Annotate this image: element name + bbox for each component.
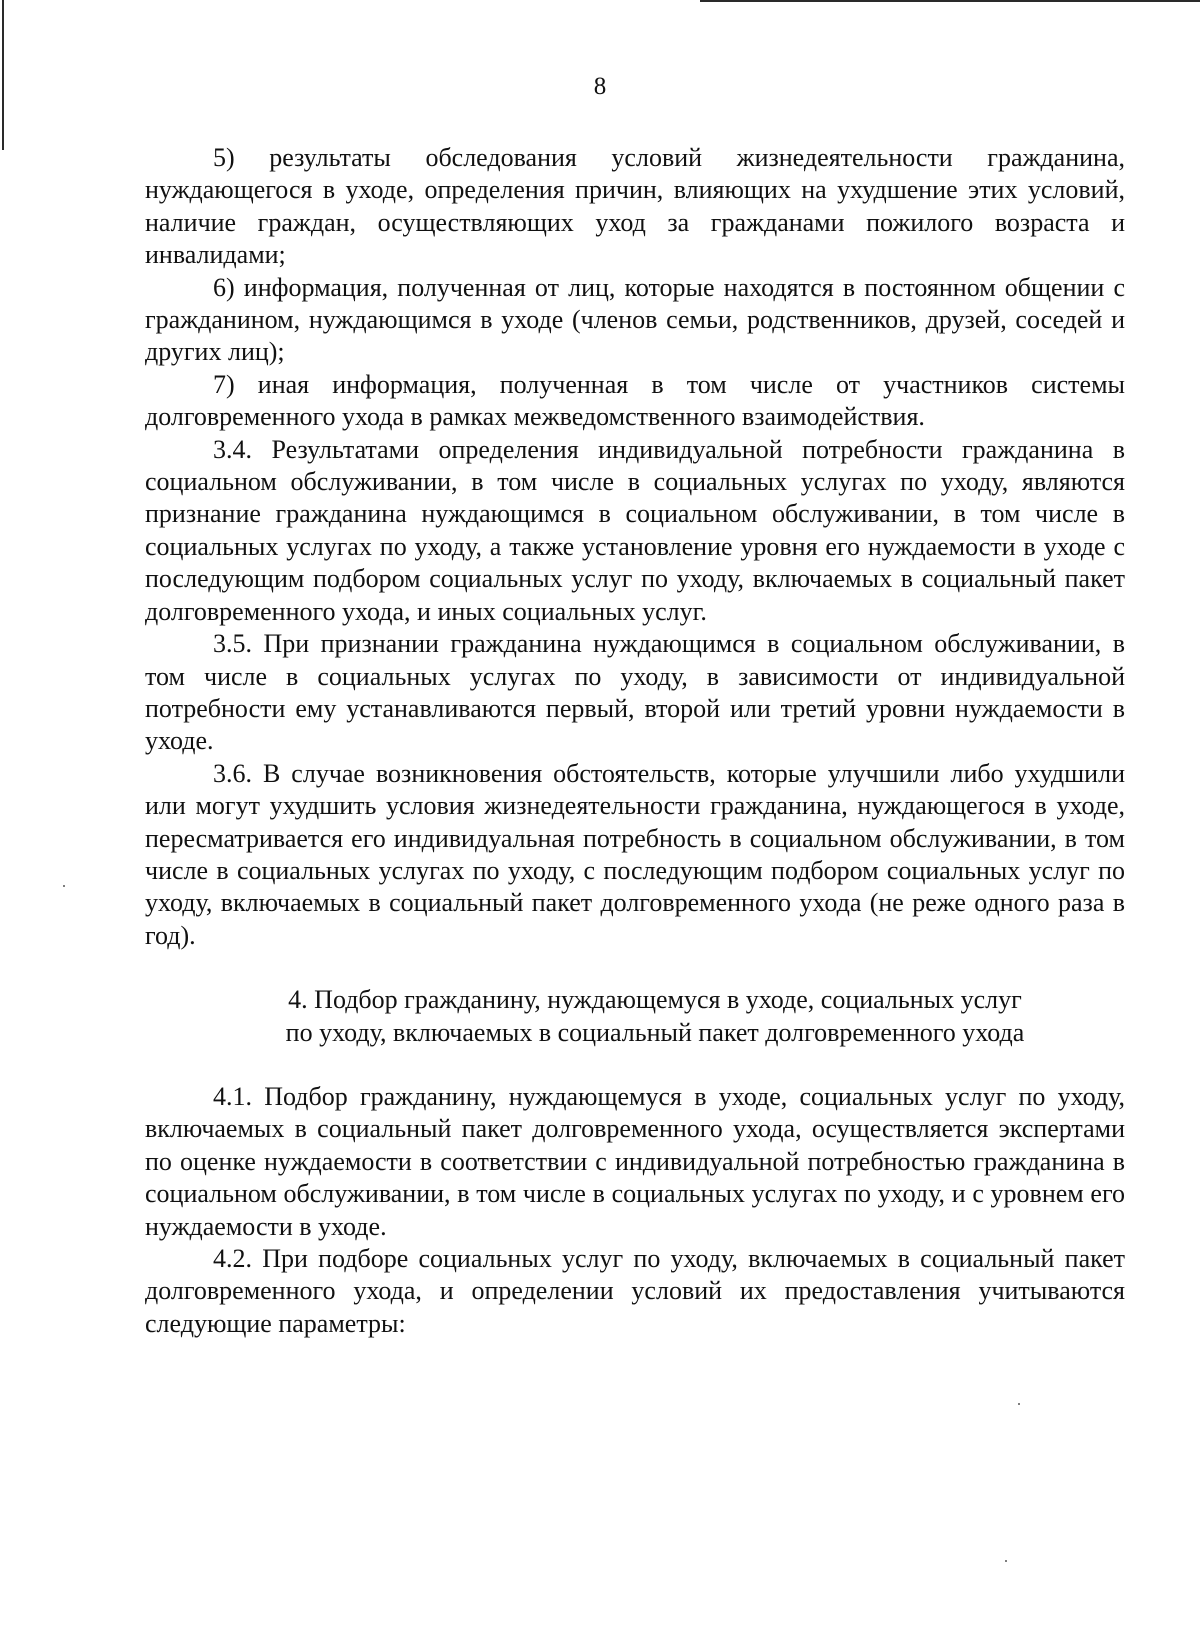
scan-speck (63, 885, 65, 887)
section-heading-line-2: по уходу, включаемых в социальный пакет долговременного ухода (285, 1017, 1025, 1047)
scan-edge-top (700, 0, 1200, 2)
paragraph-item-7: 7) иная информация, полученная в том числе от участников системы долговременного ухода в рамках межведомственного взаимодействия. (145, 369, 1125, 432)
paragraph-3-4: 3.4. Результатами определения индивидуальной потребности гражданина в социальном обслуживании, в том числе в социальных услугах по уходу, являются признание гражданина нуждающимся в социальном обслуживании, в том числе в социальных услугах по уходу, а также установление уровня его нуждаемости в уходе с последующим подбором социальных услуг по уходу, включаемых в социальный пакет долговременного ухода, и иных социальных услуг. (145, 434, 1125, 626)
scan-speck (1005, 1560, 1007, 1562)
paragraph-item-5: 5) результаты обследования условий жизнедеятельности гражданина, нуждающегося в уходе, определения причин, влияющих на ухудшение этих условий, наличие граждан, осуществляющих уход за гражданами пожилого возраста и инвалидами; (145, 143, 1125, 270)
section-heading-line-1: 4. Подбор гражданину, нуждающемуся в уходе, социальных услуг (288, 985, 1022, 1015)
document-body (145, 142, 1125, 1340)
page-number: 8 (593, 73, 607, 100)
paragraph-3-6: 3.6. В случае возникновения обстоятельств, которые улучшили либо ухудшили или могут ухудшить условия жизнедеятельности гражданина, нуждающегося в уходе, пересматривается его индивидуальная потребность в социальном обслуживании, в том числе в социальных услугах по уходу, с последующим подбором социальных услуг по уходу, включаемых в социальный пакет долговременного ухода (не реже одного раза в год). (145, 758, 1125, 950)
paragraph-item-6: 6) информация, полученная от лиц, которые находятся в постоянном общении с гражданином, нуждающимся в уходе (членов семьи, родственников, друзей, соседей и других лиц); (145, 272, 1125, 367)
scan-speck (1018, 1403, 1020, 1405)
section-heading (145, 984, 1125, 1049)
paragraph-3-5: 3.5. При признании гражданина нуждающимся в социальном обслуживании, в том числе в социальных услугах по уходу, в зависимости от индивидуальной потребности ему устанавливаются первый, второй или третий уровни нуждаемости в уходе. (145, 629, 1125, 756)
paragraph-4-1: 4.1. Подбор гражданину, нуждающемуся в уходе, социальных услуг по уходу, включаемых в социальный пакет долговременного ухода, осуществляется экспертами по оценке нуждаемости в соответствии с индивидуальной потребностью гражданина в социальном обслуживании, в том числе в социальных услугах по уходу, и с уровнем его нуждаемости в уходе. (145, 1081, 1125, 1241)
paragraph-4-2: 4.2. При подборе социальных услуг по уходу, включаемых в социальный пакет долговременного ухода, и определении условий их предоставления учитываются следующие параметры: (145, 1244, 1125, 1338)
